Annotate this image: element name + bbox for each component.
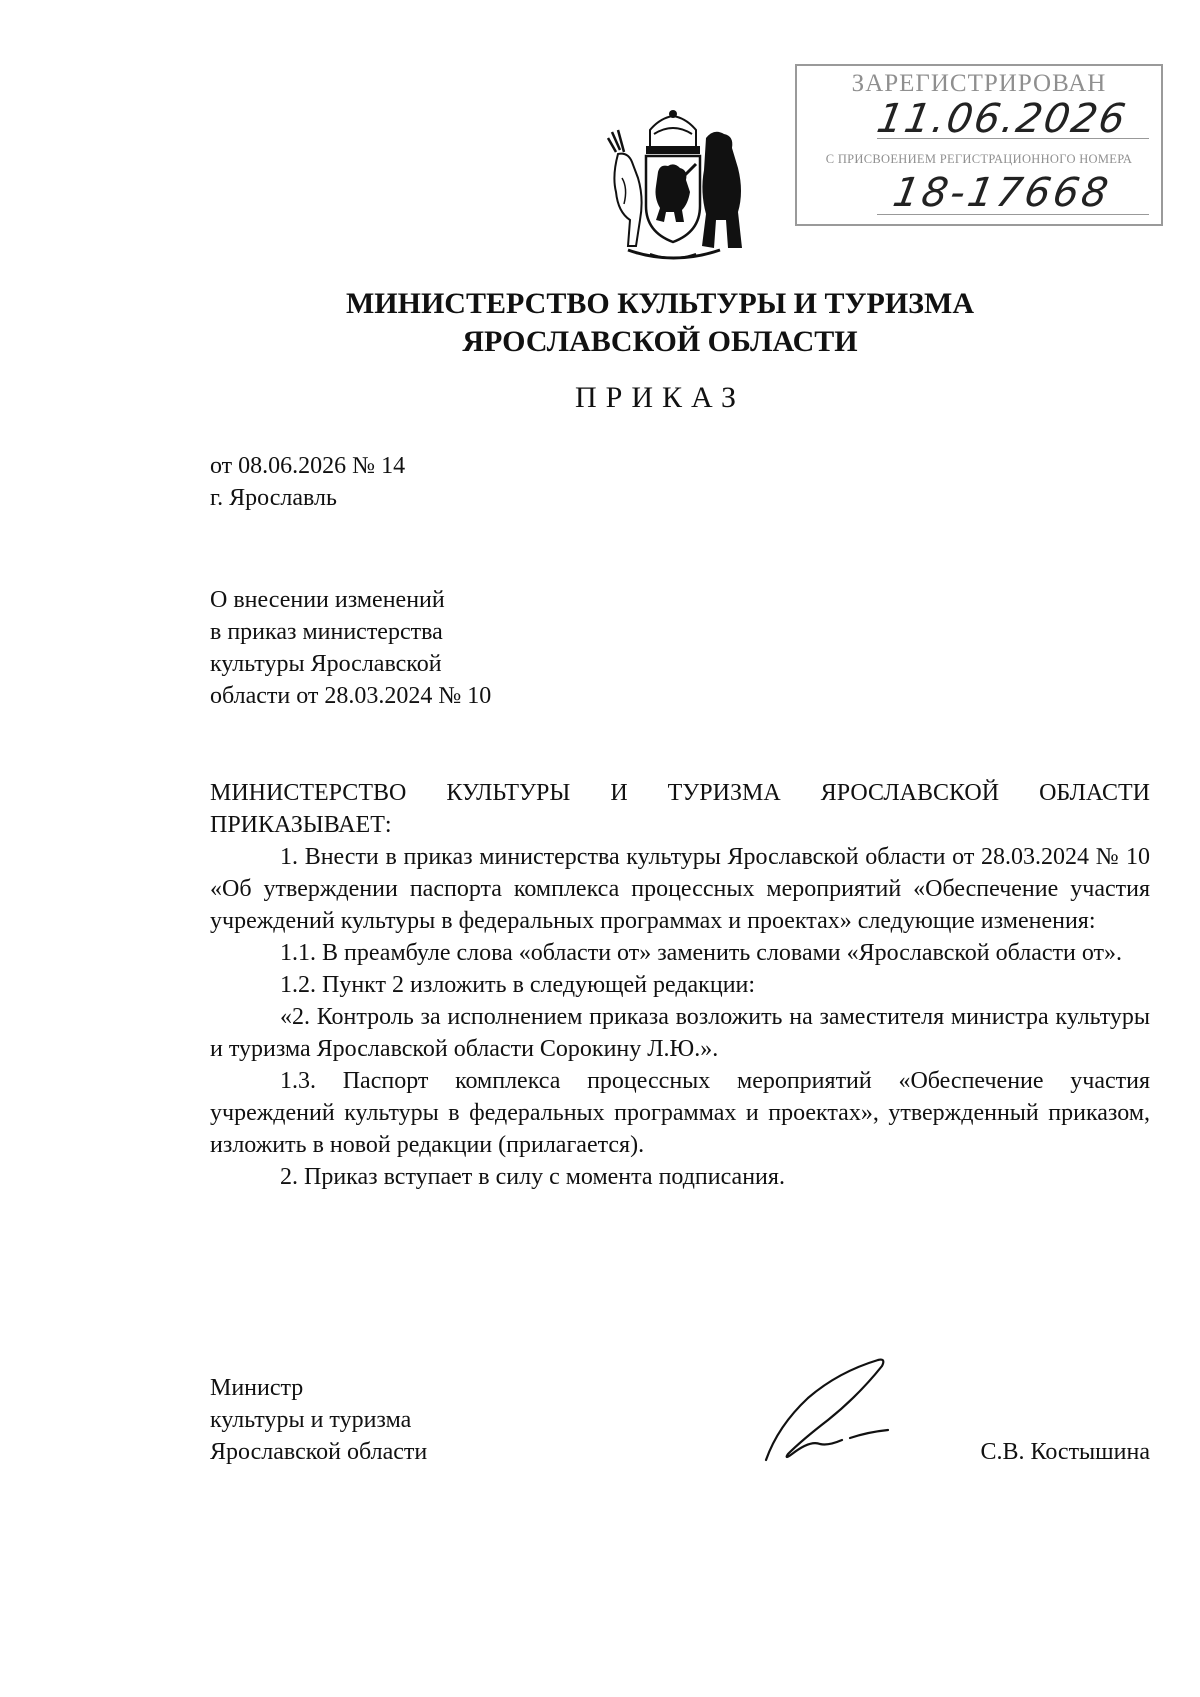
body-paragraph: 1.2. Пункт 2 изложить в следующей редакции: — [280, 972, 756, 998]
handwritten-signature — [758, 1356, 918, 1464]
stamp-handwritten-number: 18-17668 — [889, 170, 1115, 216]
body-paragraph: 2. Приказ вступает в силу с момента подписания. — [280, 1164, 785, 1190]
subject-line: культуры Ярославской — [210, 651, 442, 677]
signer-position-line: Министр — [210, 1375, 304, 1401]
document-city: г. Ярославль — [210, 485, 337, 511]
subject-line: области от 28.03.2024 № 10 — [210, 683, 492, 709]
ministry-title-line2: ЯРОСЛАВСКОЙ ОБЛАСТИ — [462, 325, 858, 358]
document-meta — [210, 450, 405, 514]
document-type: ПРИКАЗ — [575, 381, 745, 414]
stamp-title: ЗАРЕГИСТРИРОВАН — [851, 70, 1107, 97]
yaroslavl-oblast-coat-of-arms-icon — [588, 108, 758, 266]
stamp-divider — [877, 138, 1149, 139]
signer-position-line: культуры и туризма — [210, 1407, 412, 1433]
stamp-handwritten-date: 11.06.2026 — [873, 96, 1131, 142]
body-paragraph: «2. Контроль за исполнением приказа возложить на заместителя министра культуры и туризма Ярославской области Сорокину Л.Ю.». — [210, 1004, 1150, 1062]
stamp-subtitle: С ПРИСВОЕНИЕМ РЕГИСТРАЦИОННОГО НОМЕРА — [825, 152, 1133, 166]
document-subject — [210, 584, 491, 712]
registration-stamp — [795, 64, 1163, 226]
subject-line: в приказ министерства — [210, 619, 443, 645]
document-body — [210, 777, 1150, 1193]
body-paragraph: 1. Внести в приказ министерства культуры Ярославской области от 28.03.2024 № 10 «Об утверждении паспорта комплекса процессных мероприятий «Обеспечение участия учреждений культуры в федеральных программах и проектах» следующие изменения: — [210, 844, 1150, 934]
signer-position-line: Ярославской области — [210, 1439, 428, 1465]
stamp-divider — [877, 214, 1149, 215]
ministry-title-line1: МИНИСТЕРСТВО КУЛЬТУРЫ И ТУРИЗМА — [345, 287, 974, 320]
body-paragraph: 1.3. Паспорт комплекса процессных мероприятий «Обеспечение участия учреждений культуры в федеральных программах и проектах», утвержденный приказом, изложить в новой редакции (прилагается). — [210, 1068, 1150, 1158]
subject-line: О внесении изменений — [210, 587, 445, 613]
ministry-title — [0, 285, 1200, 361]
document-date-number: от 08.06.2026 № 14 — [210, 453, 406, 479]
signer-position — [210, 1372, 427, 1468]
body-preamble: МИНИСТЕРСТВО КУЛЬТУРЫ И ТУРИЗМА ЯРОСЛАВСКОЙ ОБЛАСТИ ПРИКАЗЫВАЕТ: — [210, 780, 1150, 838]
body-paragraph: 1.1. В преамбуле слова «области от» заменить словами «Ярославской области от». — [280, 940, 1123, 966]
signer-name: С.В. Костышина — [980, 1439, 1150, 1465]
